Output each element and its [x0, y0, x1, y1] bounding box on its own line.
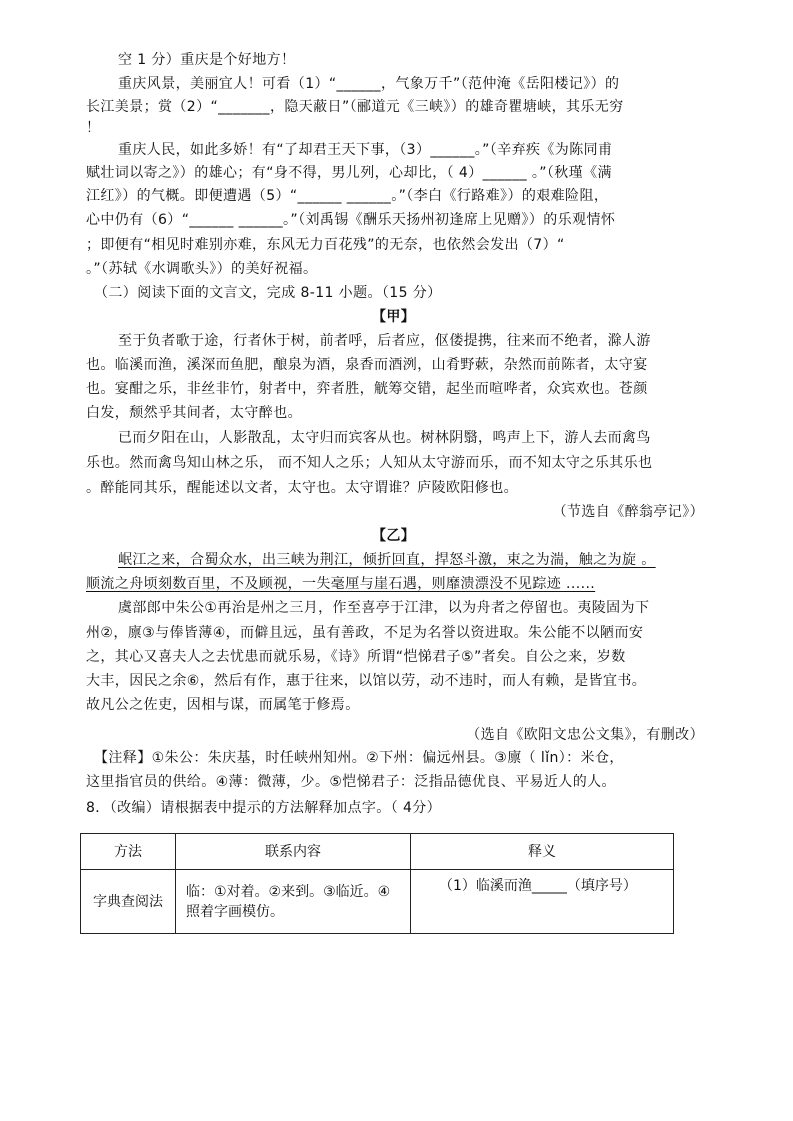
text-line: 至于负者歌于途，行者休于树，前者呼，后者应，伛偻提携，往来而不绝者，滁人游 — [118, 333, 651, 349]
table-header-meaning: 释义 — [411, 834, 674, 870]
source-citation: （选自《欧阳文忠公文集》，有删改） — [466, 727, 704, 743]
text-line: 重庆人民，如此多娇！有“了却君王天下事，（3）______。”（辛弃疾《为陈同甫 — [118, 142, 613, 158]
source-citation: （节选自《醉翁亭记》） — [552, 504, 704, 520]
text-line: ；即便有“相见时难别亦难，东风无力百花残”的无奈，也依然会发出（7）“ — [86, 237, 565, 253]
text-line: 之，其心又喜夫人之去忧患而就乐易，《诗》所谓“恺悌君子⑤”者矣。自公之来，岁数 — [86, 649, 626, 665]
text-line: 虞部郎中朱公①再治是州之三月，作至喜亭于江津，以为舟者之停留也。夷陵固为下 — [118, 600, 650, 616]
underlined-line: 岷江之来，合蜀众水，出三峡为荆江，倾折回直，捍怒斗激，束之为湍，触之为旋 。 — [118, 552, 656, 568]
underlined-line: 顺流之舟顷刻数百里，不及顾视，一失毫厘与崖石遇，则靡溃漂没不见踪迹 ...... — [86, 576, 596, 592]
text-line: 大丰，因民之余⑥，然后有作，惠于往来，以馆以劳，动不违时，而人有赖，是皆宜书。 — [86, 673, 647, 689]
table-header-row — [81, 834, 674, 870]
table-cell-answer[interactable]: （1）临溪而渔_____（填序号） — [411, 870, 674, 934]
text-line: 江红》）的气概。即便遭遇（5）“______ ______。”（李白《行路难》）的艰难险阻， — [86, 188, 609, 204]
table-row — [81, 870, 674, 934]
text-line: 白发，颓然乎其间者，太守醉也。 — [86, 405, 302, 421]
annotation-line: 【注释】①朱公：朱庆基，时任峡州知州。②下州：偏远州县。③廪（ lǐn）：米仓， — [94, 750, 624, 766]
answer-table — [80, 833, 674, 934]
text-line: 空 1 分）重庆是个好地方！ — [118, 52, 296, 68]
text-line: 已而夕阳在山，人影散乱，太守归而宾客从也。树林阴翳，鸣声上下，游人去而禽鸟 — [118, 430, 651, 446]
text-line: 长江美景；赏（2）“_______，隐天蔽日”（郦道元《三峡》）的雄奇瞿塘峡，其乐无穷 — [86, 99, 624, 115]
text-line: 心中仍有（6）“______ ______。”（刘禹锡《酬乐天扬州初逢席上见赠》）的乐观情怀 — [86, 212, 616, 228]
annotation-line: 这里指官员的供给。④薄：微薄，少。⑤恺悌君子：泛指品德优良、平易近人的人。 — [86, 774, 616, 790]
text-line: 。醉能同其乐，醒能述以文者，太守也。太守谓谁？庐陵欧阳修也。 — [86, 480, 518, 496]
content-line: 照着字画模仿。 — [186, 903, 284, 920]
text-line: 也。宴酣之乐，非丝非竹，射者中，弈者胜，觥筹交错，起坐而喧哗者，众宾欢也。苍颜 — [86, 381, 648, 397]
content-line: 临：①对着。②来到。③临近。④ — [186, 883, 391, 900]
text-line: 赋壮词以寄之》）的雄心；有“身不得，男儿列，心却比，（ 4）______ 。”（秋瑾《满 — [86, 165, 612, 181]
section-heading: （二）阅读下面的文言文，完成 8-11 小题。（15 分） — [94, 285, 442, 301]
table-cell-method: 字典查阅法 — [81, 870, 176, 934]
passage-yi-title: 【乙】 — [372, 528, 416, 544]
question-8-prompt: 8．（改编）请根据表中提示的方法解释加点字。（ 4分） — [86, 800, 442, 816]
text-line: 。”（苏轼《水调歌头》）的美好祝福。 — [86, 261, 318, 277]
text-line: ！ — [86, 120, 101, 136]
table-header-method: 方法 — [81, 834, 176, 870]
table-cell-content — [176, 870, 411, 934]
text-line: 州②，廪③与俸皆薄④，而僻且远，虽有善政，不足为名誉以资进取。朱公能不以陋而安 — [86, 625, 644, 641]
passage-jia-title: 【甲】 — [372, 309, 416, 325]
table-header-content: 联系内容 — [176, 834, 411, 870]
text-line: 乐也。然而禽鸟知山林之乐， 而不知人之乐；人知从太守游而乐，而不知太守之乐其乐也 — [86, 455, 653, 471]
text-line: 重庆风景，美丽宜人！可看（1）“______，气象万千”（范仲淹《岳阳楼记》）的 — [118, 76, 620, 92]
text-line: 故凡公之佐吏，因相与谋，而属笔于修焉。 — [86, 697, 360, 713]
text-line: 也。临溪而渔，溪深而鱼肥，酿泉为酒，泉香而酒洌，山肴野蔌，杂然而前陈者，太守宴 — [86, 357, 648, 373]
